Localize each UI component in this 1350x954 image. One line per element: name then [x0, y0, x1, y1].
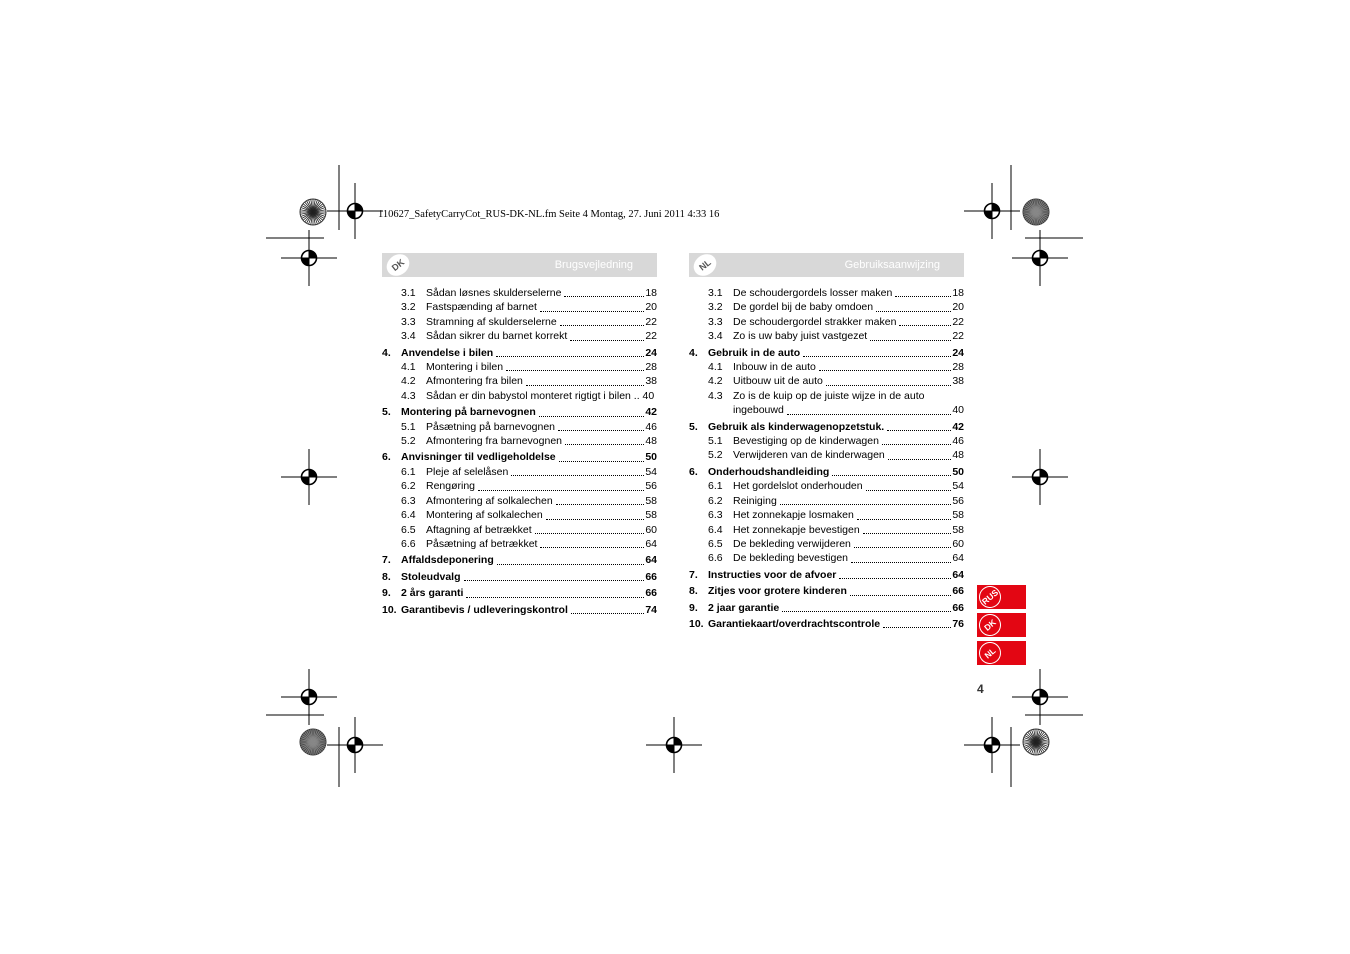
toc-entry-page: 46: [645, 420, 657, 433]
registration-mark-quadrant: [674, 738, 682, 746]
toc-entry-label: Zitjes voor grotere kinderen: [708, 585, 847, 598]
star-target-mark: [300, 729, 326, 755]
registration-mark-quadrant: [348, 211, 356, 219]
toc-entry-number: 6.1: [401, 465, 416, 478]
toc-entry-label: Rengøring: [426, 480, 476, 493]
toc-entry-label: 2 jaar garantie: [708, 601, 780, 614]
language-badge-dk: DK: [382, 250, 413, 281]
toc-entry-number: 6.3: [708, 509, 723, 522]
toc-entry-label-continued: ingebouwd: [733, 404, 784, 417]
toc-entry-label: Het zonnekapje losmaken: [733, 509, 854, 522]
toc-entry[interactable]: [382, 494, 657, 508]
dot-leader: [826, 385, 951, 386]
toc-entry[interactable]: [689, 360, 964, 374]
toc-entry-number: 8.: [689, 585, 698, 598]
dot-leader: [497, 564, 645, 565]
dot-leader: [560, 325, 645, 326]
toc-entry-page: 42: [952, 420, 964, 433]
toc-entry-page: 18: [952, 287, 964, 299]
toc-entry-number: 3.4: [708, 330, 723, 343]
toc-entry-number: 4.2: [708, 375, 723, 388]
dot-leader: [780, 504, 952, 505]
toc-entry-label: Påsætning af betrækket: [426, 537, 538, 550]
dot-leader: [876, 311, 951, 312]
dot-leader: [558, 430, 644, 431]
dot-leader: [478, 490, 644, 491]
toc-entry[interactable]: [689, 494, 964, 508]
toc-entry-number: 9.: [382, 587, 391, 600]
toc-entry-page: 42: [645, 406, 657, 419]
dot-leader: [819, 370, 951, 371]
toc-entry-label: Verwijderen van de kinderwagen: [733, 449, 885, 462]
toc-entry[interactable]: [689, 479, 964, 493]
dot-leader: [464, 580, 645, 581]
toc-entry-number: 6.1: [708, 480, 723, 493]
toc-entry-number: 7.: [689, 568, 698, 581]
toc-entry-page: 56: [952, 494, 964, 507]
dot-leader: [854, 547, 951, 548]
toc-entry-label: Bevestiging op de kinderwagen: [733, 435, 879, 448]
registration-mark-quadrant: [1040, 470, 1048, 478]
toc-entry-page: 48: [645, 435, 657, 448]
page-number: 4: [977, 682, 984, 696]
star-target-mark: [1023, 199, 1049, 225]
toc-entry-page: 58: [645, 494, 657, 507]
toc-entry-page: 58: [952, 509, 964, 522]
dot-leader: [546, 519, 645, 520]
toc-entry[interactable]: [382, 360, 657, 374]
toc-entry-number: 5.: [382, 406, 391, 419]
toc-entry-label: Zo is de kuip op de juiste wijze in de auto: [733, 389, 925, 402]
toc-entry[interactable]: [689, 508, 964, 522]
dot-leader: [526, 385, 644, 386]
toc-entry[interactable]: [689, 523, 964, 537]
toc-entry-label: Afmontering af solkalechen: [426, 494, 553, 507]
toc-entry[interactable]: [382, 465, 657, 479]
toc-entry-page: 60: [952, 537, 964, 550]
toc-entry-number: 6.4: [708, 523, 723, 536]
toc-entry-number: 5.1: [401, 420, 416, 433]
dot-leader: [556, 504, 645, 505]
toc-entry[interactable]: [689, 420, 964, 434]
dot-leader: [803, 356, 951, 357]
toc-entry[interactable]: [689, 568, 964, 582]
dot-leader: [887, 430, 951, 431]
dot-leader: [850, 595, 951, 596]
toc-entry-label: Het gordelslot onderhouden: [733, 480, 863, 493]
toc-entry-label: Anvendelse i bilen: [401, 346, 494, 359]
toc-entry-page: 48: [952, 449, 964, 462]
toc-entry[interactable]: [382, 346, 657, 360]
registration-mark-quadrant: [302, 697, 310, 705]
registration-mark-quadrant: [1033, 477, 1041, 485]
toc-entry-page: 22: [952, 330, 964, 343]
toc-entry-page: 54: [645, 465, 657, 478]
toc-entry-label: Het zonnekapje bevestigen: [733, 523, 860, 536]
toc-entry-label: Sådan sikrer du barnet korrekt: [426, 330, 568, 343]
toc-entry-label: Sådan løsnes skulderselerne: [426, 287, 562, 299]
toc-entry-number: 5.2: [708, 449, 723, 462]
toc-entry-number: 7.: [382, 554, 391, 567]
toc-entry-page: 50: [952, 465, 964, 478]
toc-entry-number: 5.2: [401, 435, 416, 448]
registration-mark-quadrant: [985, 211, 993, 219]
toc-column-dk: [382, 253, 657, 617]
toc-entry-page: 20: [952, 301, 964, 314]
dot-leader: [857, 519, 951, 520]
toc-entry-number: 4.: [689, 346, 698, 359]
toc-entry-label: Affaldsdeponering: [401, 554, 494, 567]
registration-mark-quadrant: [302, 477, 310, 485]
dot-leader: [535, 533, 645, 534]
toc-entry-label: Montering på barnevognen: [401, 406, 536, 419]
registration-mark-quadrant: [309, 251, 317, 259]
toc-entry[interactable]: [689, 315, 964, 329]
toc-entry[interactable]: [382, 479, 657, 493]
toc-entry-number: 6.: [689, 465, 698, 478]
language-tab-nl[interactable]: [977, 641, 1026, 665]
toc-entry-number: 5.: [689, 420, 698, 433]
dot-leader: [506, 370, 644, 371]
toc-entry[interactable]: [689, 448, 964, 462]
toc-entry[interactable]: [382, 405, 657, 419]
language-badge-nl: NL: [689, 250, 720, 281]
registration-mark-quadrant: [348, 745, 356, 753]
toc-entry-page: 28: [952, 361, 964, 374]
section-band-dk: [382, 253, 657, 277]
toc-entry-page: 40: [952, 404, 964, 417]
toc-entry-number: 3.3: [708, 315, 723, 328]
dot-leader: [899, 325, 951, 326]
toc-entry-page: 50: [645, 451, 657, 464]
header-slug: 110627_SafetyCarryCot_RUS-DK-NL.fm Seite 4 Montag, 27. Juni 2011 4:33 16: [378, 209, 720, 220]
dot-leader: [496, 356, 644, 357]
toc-entry-label: Sådan er din babystol monteret rigtigt i bilen .. 40: [426, 389, 655, 402]
toc-entry[interactable]: [689, 300, 964, 314]
toc-entry-number: 8.: [382, 570, 391, 583]
registration-mark-quadrant: [1040, 690, 1048, 698]
toc-entry-label: 2 års garanti: [401, 587, 464, 600]
registration-mark-quadrant: [309, 470, 317, 478]
section-title-nl: Gebruiksaanwijzing: [844, 259, 940, 271]
language-tab-rus[interactable]: [977, 585, 1026, 609]
toc-entry-label: Zo is uw baby juist vastgezet: [733, 330, 868, 343]
dot-leader: [882, 444, 951, 445]
star-target-mark: [300, 199, 326, 225]
toc-entry-label: Afmontering fra bilen: [426, 375, 523, 388]
dot-leader: [832, 475, 951, 476]
toc-entry-label: Pleje af selelåsen: [426, 465, 509, 478]
toc-entry-label: De schoudergordels losser maken: [733, 287, 893, 299]
toc-entry-number: 4.3: [401, 389, 416, 402]
toc-entry[interactable]: [689, 584, 964, 598]
toc-entry-label: Fastspænding af barnet: [426, 301, 537, 314]
toc-entry-number: 6.3: [401, 494, 416, 507]
toc-entry-number: 6.5: [708, 537, 723, 550]
dot-leader: [863, 533, 952, 534]
toc-column-nl: [689, 253, 964, 631]
toc-entry-number: 4.1: [401, 361, 416, 374]
language-tab-label: DK: [975, 610, 1006, 641]
toc-entry[interactable]: [382, 586, 657, 600]
toc-entry-label: Montering af solkalechen: [426, 509, 543, 522]
toc-entry[interactable]: [689, 537, 964, 551]
toc-entry-label: De bekleding bevestigen: [733, 552, 848, 565]
toc-entry-number: 6.5: [401, 523, 416, 536]
toc-entry-number: 4.2: [401, 375, 416, 388]
toc-entry-label: De schoudergordel strakker maken: [733, 315, 897, 328]
toc-entry-label: Afmontering fra barnevognen: [426, 435, 563, 448]
dot-leader: [571, 613, 644, 614]
toc-entry[interactable]: [382, 329, 657, 343]
toc-entry-label: Påsætning på barnevognen: [426, 420, 556, 433]
toc-entry[interactable]: [382, 389, 657, 403]
toc-entry-page: 22: [645, 315, 657, 328]
toc-entry-number: 5.1: [708, 435, 723, 448]
registration-mark-quadrant: [355, 204, 363, 212]
toc-entry-label: Montering i bilen: [426, 361, 504, 374]
dot-leader: [839, 578, 951, 579]
toc-entry-page: 66: [952, 601, 964, 614]
toc-entry[interactable]: [382, 537, 657, 551]
registration-mark-quadrant: [302, 258, 310, 266]
section-title-dk: Brugsvejledning: [554, 259, 633, 271]
toc-entry-label: Stramning af skulderselerne: [426, 315, 557, 328]
toc-entry-page: 22: [952, 315, 964, 328]
toc-entry-page: 76: [952, 617, 964, 630]
toc-entry-page: 66: [645, 587, 657, 600]
toc-entry-page: 38: [645, 375, 657, 388]
registration-mark-quadrant: [1033, 697, 1041, 705]
toc-entry-number: 6.4: [401, 509, 416, 522]
toc-entry-label: Stoleudvalg: [401, 570, 461, 583]
dot-leader: [539, 416, 645, 417]
dot-leader: [895, 296, 951, 297]
toc-entry[interactable]: [382, 508, 657, 522]
dot-leader: [888, 459, 952, 460]
toc-entry-page: 28: [645, 361, 657, 374]
registration-mark-quadrant: [992, 738, 1000, 746]
toc-entry-page: 54: [952, 480, 964, 493]
toc-entry-number: 3.1: [401, 287, 416, 299]
toc-entry-number: 10.: [382, 603, 397, 616]
dot-leader: [851, 562, 951, 563]
toc-entry-label: De bekleding verwijderen: [733, 537, 851, 550]
toc-entry-label: Garantibevis / udleveringskontrol: [401, 603, 568, 616]
toc-entry-label: Reiniging: [733, 494, 777, 507]
toc-entry-page: 24: [952, 346, 964, 359]
toc-entry-label: Instructies voor de afvoer: [708, 568, 837, 581]
registration-mark-quadrant: [1033, 258, 1041, 266]
dot-leader: [883, 627, 951, 628]
dot-leader: [559, 461, 645, 462]
toc-entry[interactable]: [689, 346, 964, 360]
registration-mark-quadrant: [1040, 251, 1048, 259]
language-tabs: [977, 585, 1026, 669]
dot-leader: [787, 414, 952, 415]
registration-mark-quadrant: [992, 204, 1000, 212]
toc-entry-label: Gebruik als kinderwagenopzetstuk.: [708, 420, 885, 433]
toc-entry[interactable]: [689, 286, 964, 300]
toc-entry-page: 60: [645, 523, 657, 536]
toc-entry[interactable]: [689, 465, 964, 479]
toc-entry-number: 6.: [382, 451, 391, 464]
toc-entry[interactable]: [382, 300, 657, 314]
toc-entry-page: 64: [952, 568, 964, 581]
dot-leader: [511, 475, 644, 476]
toc-entry[interactable]: [689, 374, 964, 388]
language-tab-label: NL: [975, 638, 1006, 669]
toc-entry-page: 38: [952, 375, 964, 388]
toc-entry[interactable]: [382, 315, 657, 329]
toc-entry-page: 64: [645, 537, 657, 550]
toc-entry[interactable]: [382, 434, 657, 448]
toc-entry-page: 66: [952, 585, 964, 598]
toc-entry-number: 6.2: [708, 494, 723, 507]
section-band-nl: [689, 253, 964, 277]
toc-entry-number: 6.2: [401, 480, 416, 493]
toc-entry[interactable]: [689, 329, 964, 343]
toc-entry[interactable]: [689, 389, 964, 418]
toc-entry-page: 46: [952, 435, 964, 448]
toc-entry-label: Inbouw in de auto: [733, 361, 816, 374]
toc-entry-page: 64: [952, 552, 964, 565]
toc-entries-nl: [689, 286, 964, 631]
toc-entry-label: De gordel bij de baby omdoen: [733, 301, 874, 314]
dot-leader: [570, 340, 644, 341]
toc-entry[interactable]: [382, 603, 657, 617]
toc-entry-page: 64: [645, 554, 657, 567]
registration-mark-quadrant: [985, 745, 993, 753]
toc-entries-dk: [382, 286, 657, 617]
toc-entry-label: Aftagning af betrækket: [426, 523, 532, 536]
toc-entry-label: Gebruik in de auto: [708, 346, 801, 359]
dot-leader: [540, 547, 644, 548]
registration-mark-quadrant: [309, 690, 317, 698]
toc-entry-number: 4.: [382, 346, 391, 359]
toc-entry-label: Uitbouw uit de auto: [733, 375, 823, 388]
dot-leader: [540, 311, 644, 312]
toc-entry[interactable]: [689, 434, 964, 448]
toc-entry-number: 3.2: [401, 301, 416, 314]
toc-entry-page: 56: [645, 480, 657, 493]
registration-mark-quadrant: [667, 745, 675, 753]
toc-entry[interactable]: [382, 523, 657, 537]
toc-entry-number: 9.: [689, 601, 698, 614]
dot-leader: [564, 296, 644, 297]
toc-entry-label: Onderhoudshandleiding: [708, 465, 830, 478]
toc-entry[interactable]: [382, 420, 657, 434]
language-tab-label: RUS: [975, 582, 1006, 613]
toc-entry-number: 3.4: [401, 330, 416, 343]
star-target-mark: [1023, 729, 1049, 755]
toc-entry-label: Garantiekaart/overdrachtscontrole: [708, 617, 881, 630]
registration-mark-quadrant: [355, 738, 363, 746]
dot-leader: [866, 490, 952, 491]
toc-entry-number: 10.: [689, 617, 704, 630]
toc-entry[interactable]: [382, 553, 657, 567]
dot-leader: [466, 597, 644, 598]
dot-leader: [565, 444, 644, 445]
dot-leader: [782, 611, 951, 612]
toc-entry-page: 58: [952, 523, 964, 536]
toc-entry[interactable]: [382, 450, 657, 464]
toc-entry[interactable]: [689, 601, 964, 615]
toc-entry[interactable]: [382, 570, 657, 584]
toc-entry-page: 66: [645, 570, 657, 583]
toc-entry-number: 3.1: [708, 287, 723, 299]
toc-entry[interactable]: [689, 551, 964, 565]
toc-entry-number: 3.2: [708, 301, 723, 314]
toc-entry[interactable]: [382, 374, 657, 388]
toc-entry-page: 20: [645, 301, 657, 314]
toc-entry-number: 4.1: [708, 361, 723, 374]
toc-entry-number: 3.3: [401, 315, 416, 328]
toc-entry-page: 22: [645, 330, 657, 343]
language-tab-dk[interactable]: [977, 613, 1026, 637]
toc-entry-page: 18: [645, 287, 657, 299]
toc-entry-number: 6.6: [401, 537, 416, 550]
dot-leader: [870, 340, 951, 341]
toc-entry-number: 4.3: [708, 389, 723, 402]
toc-entry-page: 58: [645, 509, 657, 522]
toc-entry[interactable]: [382, 286, 657, 300]
toc-entry-page: 74: [645, 603, 657, 616]
toc-entry-number: 6.6: [708, 552, 723, 565]
toc-entry-page: 24: [645, 346, 657, 359]
toc-entry[interactable]: [689, 617, 964, 631]
toc-entry-label: Anvisninger til vedligeholdelse: [401, 451, 556, 464]
